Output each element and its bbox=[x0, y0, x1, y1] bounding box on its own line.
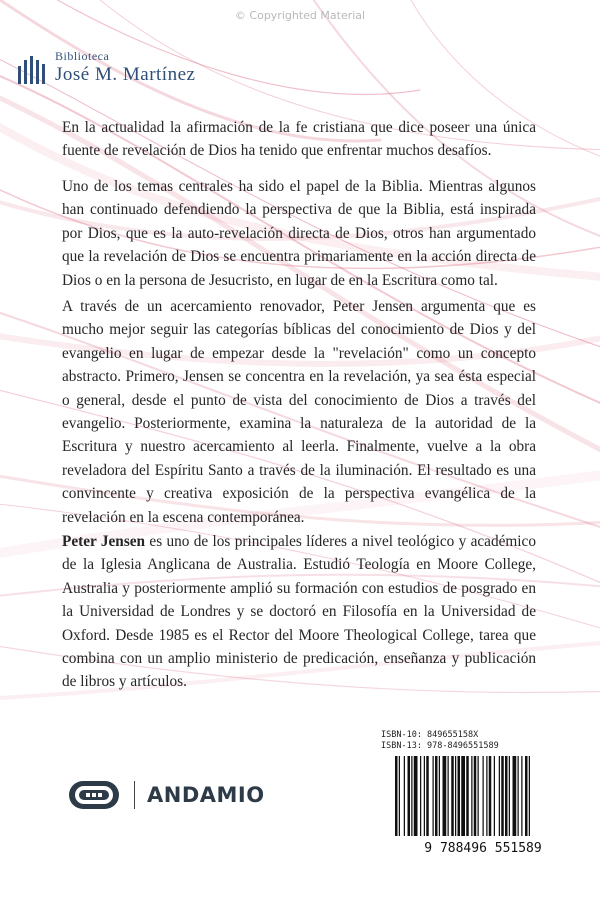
isbn-13: ISBN-13: 978-8496551589 bbox=[381, 741, 499, 751]
series-logo-icon bbox=[18, 54, 45, 84]
blurb-paragraph-2: Uno de los temas centrales ha sido el papel de la Biblia. Mientras algunos han continuado defendiendo la perspectiva de que la Biblia, está inspirada por Dios, que es la auto-revelación directa de Dios, otros han argumentado que la revelación de Dios se encuentra primariamente en la acción directa de Dios o en la persona de Jesucristo, en lugar de en la Escritura como tal. bbox=[62, 178, 536, 289]
imprint-name: ANDAMIO bbox=[147, 783, 265, 807]
barcode-bar bbox=[408, 756, 411, 836]
barcode-bar bbox=[518, 756, 519, 836]
barcode-bar bbox=[435, 756, 438, 836]
barcode bbox=[371, 720, 588, 856]
barcode-bar bbox=[494, 756, 495, 836]
barcode-bar bbox=[521, 756, 522, 836]
blurb-paragraph-3: A través de un acercamiento renovador, Peter Jensen argumenta que es mucho mejor seguir las categorías bíblicas del conocimiento de Dios y del evangelio en lugar de empezar desde la "revelación" como un concepto abstracto. Primero, Jensen se concentra en la revelación, ya sea ésta especial o general, desde el punto de vista del conocimiento de Dios a través del evangelio. Posteriormente, examina la naturaleza de la autoridad de la Escritura y nuestro acercamiento al leerla. Finalmente, vuelve a la obra reveladora del Espíritu Santo a través de la iluminación. El resultado es una convincente y creativa exposición de la perspectiva evangélica de la revelación en la escena contemporánea. bbox=[62, 298, 536, 526]
barcode-bar bbox=[455, 756, 456, 836]
barcode-bar bbox=[489, 756, 492, 836]
barcode-bar bbox=[466, 756, 469, 836]
barcode-bar bbox=[448, 756, 449, 836]
barcode-bar bbox=[411, 756, 412, 836]
barcode-bar bbox=[399, 756, 400, 836]
blurb-paragraph-1: En la actualidad la afirmación de la fe cristiana que dice poseer una única fuente de revelación de Dios ha tenido que enfrentar muchos desafíos. bbox=[62, 119, 536, 160]
barcode-bars bbox=[371, 756, 588, 856]
barcode-bar bbox=[414, 756, 418, 836]
barcode-bar bbox=[483, 756, 484, 836]
barcode-bar bbox=[486, 756, 487, 836]
barcode-bar bbox=[404, 756, 405, 836]
barcode-bar bbox=[478, 756, 479, 836]
copyright-watermark: © Copyrighted Material bbox=[234, 9, 366, 22]
barcode-bar bbox=[424, 756, 425, 836]
barcode-digits: 9 788496 551589 bbox=[424, 841, 542, 856]
barcode-bar bbox=[395, 756, 398, 836]
barcode-bar bbox=[505, 756, 508, 836]
barcode-bar bbox=[529, 756, 530, 836]
barcode-bar bbox=[426, 756, 429, 836]
barcode-bar bbox=[525, 756, 528, 836]
isbn-10: ISBN-10: 849655158X bbox=[381, 730, 479, 740]
publisher-logo bbox=[68, 780, 265, 810]
author-bio-text: es uno de los principales líderes a nivel teológico y académico de la Iglesia Anglicana de Australia. Estudió Teología en Moore College, Australia y posteriormente amplió su formación con estudios de posgrado en la Universidad de Londres y se doctoró en Filosofía en la Universidad de Oxford. Desde 1985 es el Rector del Moore Theological College, tarea que combina con un amplio ministerio de predicación, enseñanza y publicación de libros y artículos. bbox=[62, 533, 536, 691]
series-logo-line1: Biblioteca bbox=[55, 49, 110, 63]
clie-logo-icon bbox=[68, 780, 120, 810]
barcode-bar bbox=[509, 756, 510, 836]
barcode-bar bbox=[461, 756, 465, 836]
author-name: Peter Jensen bbox=[62, 533, 146, 550]
barcode-bar bbox=[420, 756, 421, 836]
series-logo bbox=[18, 50, 195, 84]
author-bio bbox=[62, 530, 536, 694]
barcode-bar bbox=[443, 756, 447, 836]
series-logo-line2: José M. Martínez bbox=[55, 64, 196, 85]
barcode-bar bbox=[451, 756, 454, 836]
barcode-bar bbox=[499, 756, 500, 836]
barcode-bar bbox=[501, 756, 504, 836]
barcode-bar bbox=[458, 756, 461, 836]
barcode-bar bbox=[513, 756, 517, 836]
barcode-bar bbox=[471, 756, 472, 836]
barcode-bar bbox=[474, 756, 477, 836]
barcode-bar bbox=[439, 756, 440, 836]
barcode-bar bbox=[433, 756, 434, 836]
